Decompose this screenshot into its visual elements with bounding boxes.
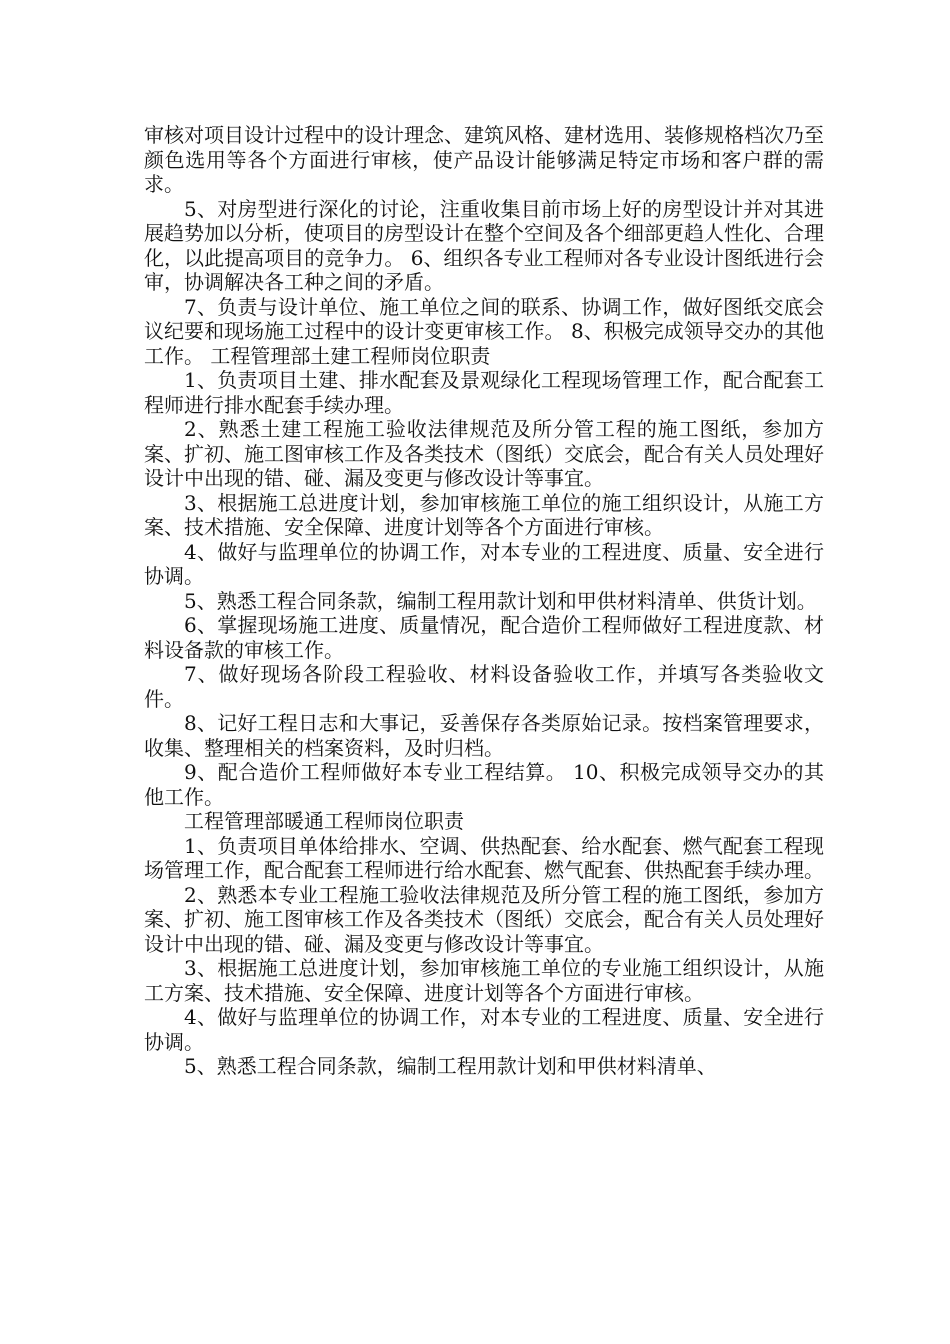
paragraph-civil-1: 1、负责项目土建、排水配套及景观绿化工程现场管理工作，配合配套工程师进行排水配套手续办理。 (144, 368, 824, 417)
paragraph-hvac-4: 4、做好与监理单位的协调工作，对本专业的工程进度、质量、安全进行协调。 (144, 1005, 824, 1054)
paragraph-civil-9: 9、配合造价工程师做好本专业工程结算。 10、积极完成领导交办的其他工作。 (144, 760, 824, 809)
paragraph-civil-8: 8、记好工程日志和大事记，妥善保存各类原始记录。按档案管理要求，收集、整理相关的档案资料，及时归档。 (144, 711, 824, 760)
paragraph-civil-4: 4、做好与监理单位的协调工作，对本专业的工程进度、质量、安全进行协调。 (144, 539, 824, 588)
paragraph-coordination: 7、负责与设计单位、施工单位之间的联系、协调工作，做好图纸交底会议纪要和现场施工过程中的设计变更审核工作。 8、积极完成领导交办的其他工作。 工程管理部土建工程师岗位职责 (144, 294, 824, 368)
paragraph-civil-3: 3、根据施工总进度计划，参加审核施工单位的施工组织设计，从施工方案、技术措施、安全保障、进度计划等各个方面进行审核。 (144, 490, 824, 539)
document-page (144, 123, 824, 1079)
paragraph-hvac-2: 2、熟悉本专业工程施工验收法律规范及所分管工程的施工图纸，参加方案、扩初、施工图审核工作及各类技术（图纸）交底会，配合有关人员处理好设计中出现的错、碰、漏及变更与修改设计等事宜。 (144, 882, 824, 956)
paragraph-civil-5: 5、熟悉工程合同条款，编制工程用款计划和甲供材料清单、供货计划。 (184, 588, 817, 613)
paragraph-room-type: 5、对房型进行深化的讨论，注重收集目前市场上好的房型设计并对其进展趋势加以分析，使项目的房型设计在整个空间及各个细部更趋人性化、合理化，以此提高项目的竞争力。 6、组织各专业工程师对各专业设计图纸进行会审，协调解决各工种之间的矛盾。 (144, 196, 824, 294)
paragraph-hvac-1: 1、负责项目单体给排水、空调、供热配套、给水配套、燃气配套工程现场管理工作，配合配套工程师进行给水配套、燃气配套、供热配套手续办理。 (144, 833, 824, 882)
paragraph-civil-7: 7、做好现场各阶段工程验收、材料设备验收工作，并填写各类验收文件。 (144, 662, 824, 711)
paragraph-hvac-5: 5、熟悉工程合同条款，编制工程用款计划和甲供材料清单、 (184, 1054, 717, 1078)
paragraph-civil-2: 2、熟悉土建工程施工验收法律规范及所分管工程的施工图纸，参加方案、扩初、施工图审核工作及各类技术（图纸）交底会，配合有关人员处理好设计中出现的错、碰、漏及变更与修改设计等事宜。 (144, 417, 824, 490)
section-heading-hvac: 工程管理部暖通工程师岗位职责 (184, 809, 464, 833)
paragraph-civil-6: 6、掌握现场施工进度、质量情况，配合造价工程师做好工程进度款、材料设备款的审核工作。 (144, 613, 824, 662)
paragraph-design-review: 审核对项目设计过程中的设计理念、建筑风格、建材选用、装修规格档次乃至颜色选用等各个方面进行审核，使产品设计能够满足特定市场和客户群的需求。 (144, 123, 824, 196)
paragraph-hvac-3: 3、根据施工总进度计划，参加审核施工单位的专业施工组织设计，从施工方案、技术措施、安全保障、进度计划等各个方面进行审核。 (144, 956, 824, 1005)
